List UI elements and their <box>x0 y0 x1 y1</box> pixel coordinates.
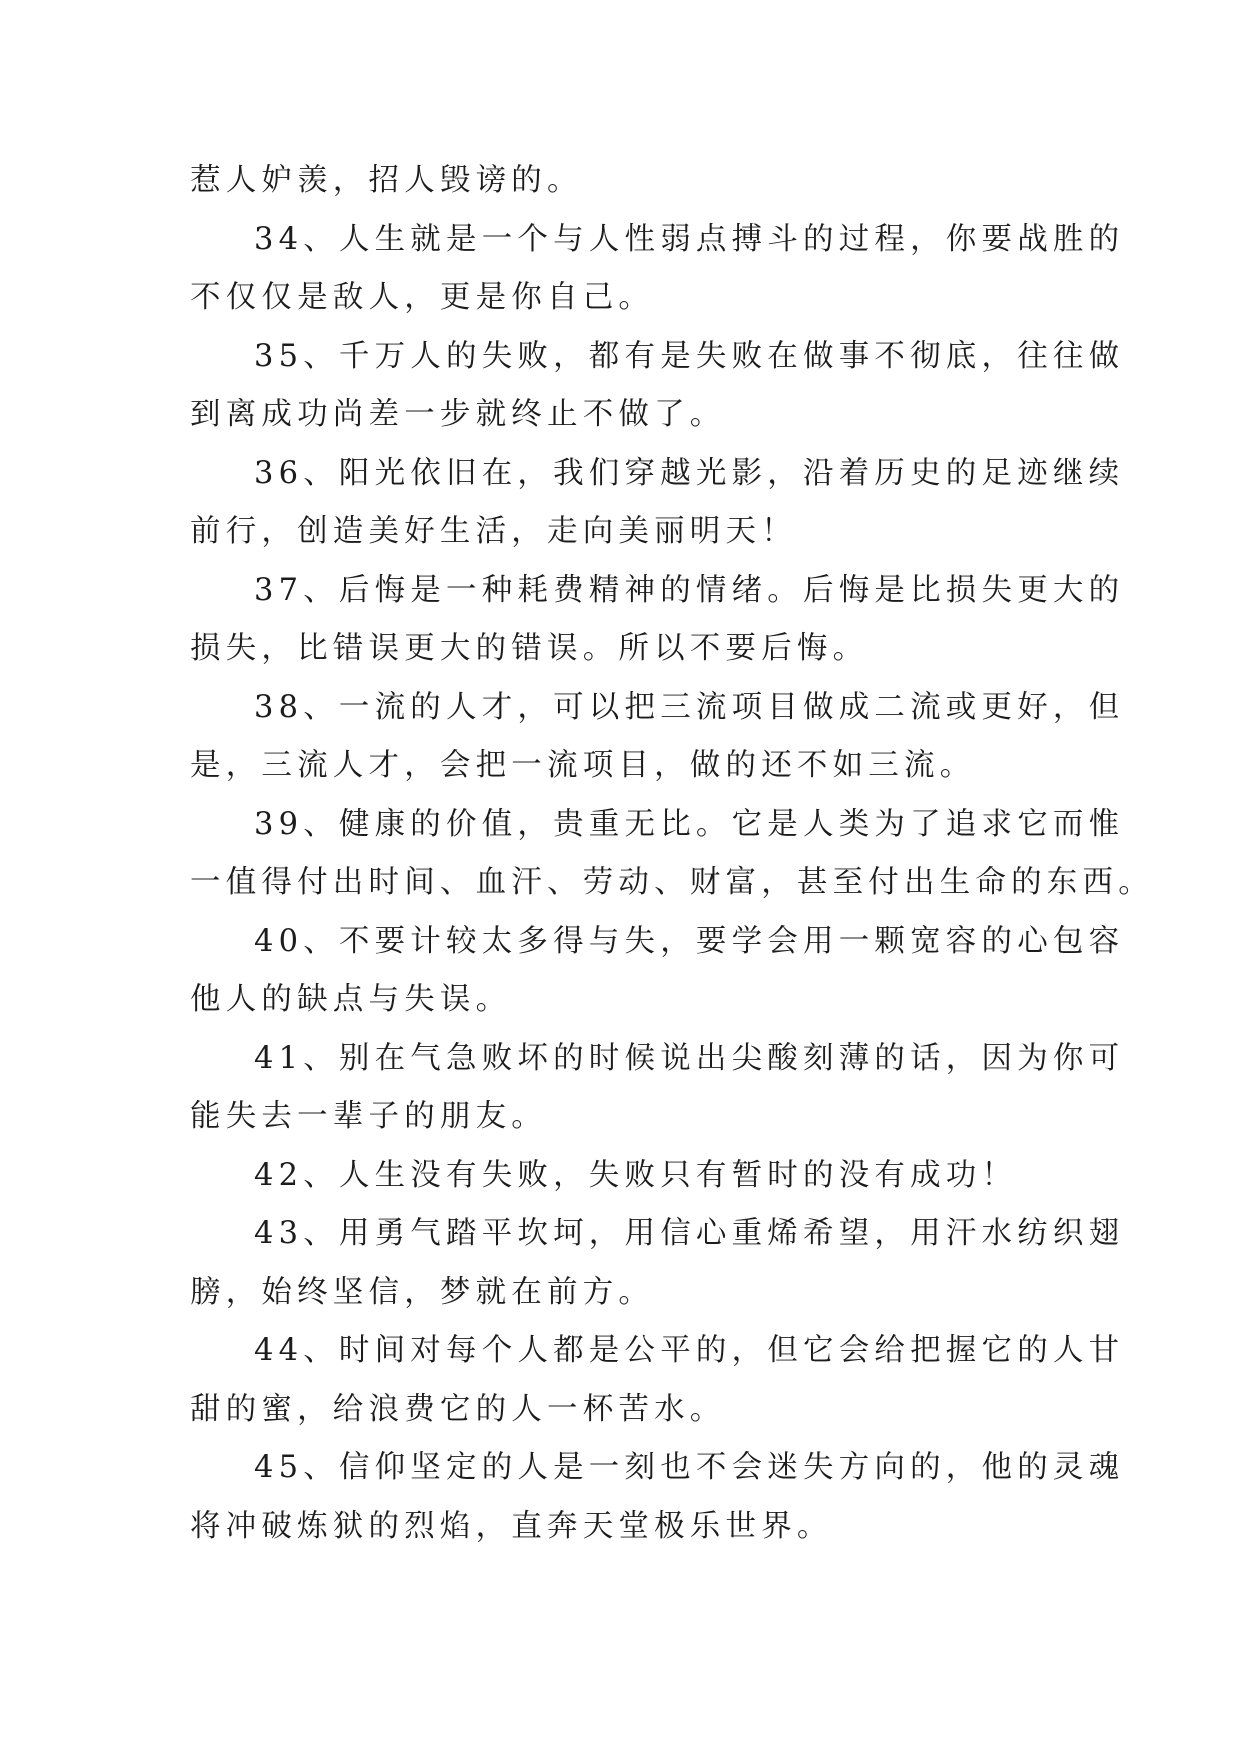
document-body <box>190 152 1154 1556</box>
text-line: 37、后悔是一种耗费精神的情绪。后悔是比损失更大的 <box>254 572 1125 608</box>
text-line: 38、一流的人才，可以把三流项目做成二流或更好，但 <box>254 689 1125 725</box>
text-line: 惹人妒羡，招人毁谤的。 <box>190 163 583 198</box>
text-line: 36、阳光依旧在，我们穿越光影，沿着历史的足迹继续 <box>254 455 1125 491</box>
text-line: 39、健康的价值，贵重无比。它是人类为了追求它而惟 <box>254 806 1125 842</box>
text-line: 是，三流人才，会把一流项目，做的还不如三流。 <box>190 748 976 783</box>
text-line: 将冲破炼狱的烈焰，直奔天堂极乐世界。 <box>190 1508 833 1544</box>
text-line: 甜的蜜，给浪费它的人一杯苦水。 <box>190 1391 726 1427</box>
text-line: 膀，始终坚信，梦就在前方。 <box>190 1274 655 1310</box>
text-line: 40、不要计较太多得与失，要学会用一颗宽容的心包容 <box>254 923 1125 959</box>
text-line: 45、信仰坚定的人是一刻也不会迷失方向的，他的灵魂 <box>254 1450 1125 1485</box>
text-line: 他人的缺点与失误。 <box>190 982 512 1017</box>
text-line: 35、千万人的失败，都有是失败在做事不彻底，往往做 <box>254 338 1125 374</box>
text-line: 能失去一辈子的朋友。 <box>190 1099 547 1134</box>
text-line: 41、别在气急败坏的时候说出尖酸刻薄的话，因为你可 <box>254 1040 1125 1076</box>
text-line: 不仅仅是敌人，更是你自己。 <box>190 280 655 315</box>
text-line: 34、人生就是一个与人性弱点搏斗的过程，你要战胜的 <box>254 221 1125 257</box>
text-line: 到离成功尚差一步就终止不做了。 <box>190 397 726 432</box>
text-line: 44、时间对每个人都是公平的，但它会给把握它的人甘 <box>254 1333 1125 1368</box>
text-line: 43、用勇气踏平坎坷，用信心重烯希望，用汗水纺织翅 <box>254 1216 1125 1251</box>
text-line: 42、人生没有失败，失败只有暂时的没有成功！ <box>254 1157 1018 1193</box>
text-line: 一值得付出时间、血汗、劳动、财富，甚至付出生命的东西。 <box>190 865 1154 900</box>
text-line: 损失，比错误更大的错误。所以不要后悔。 <box>190 631 869 666</box>
text-line: 前行，创造美好生活，走向美丽明天！ <box>190 514 797 549</box>
